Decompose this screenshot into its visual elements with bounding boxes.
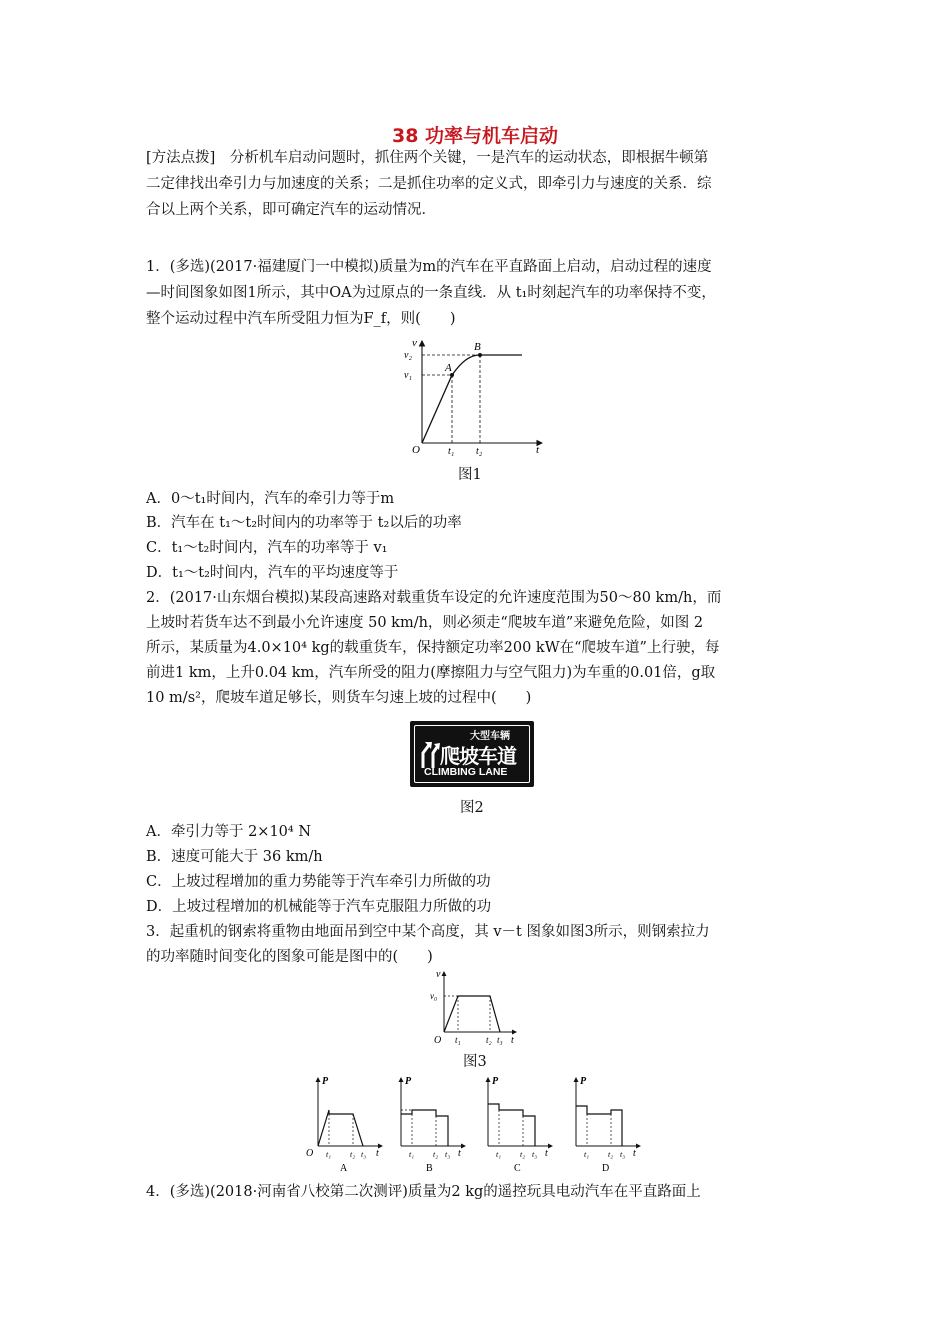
option-d: D．上坡过程增加的机械能等于汽车克服阻力所做的功	[146, 899, 492, 915]
axis-label-t: t	[536, 444, 540, 456]
axis-label-t: t	[633, 1148, 636, 1159]
choice-graph-d	[576, 1076, 640, 1172]
tick-label-t3: t₃	[532, 1150, 538, 1159]
option-c: C．t₁～t₂时间内，汽车的功率等于 v₁	[146, 540, 388, 556]
choice-graph-a	[306, 1076, 382, 1172]
question-2-line: 10 m/s²，爬坡车道足够长，则货车匀速上坡的过程中( )	[146, 690, 532, 706]
tick-label-t2: t₂	[350, 1150, 356, 1159]
tick-label-v1: v₁	[404, 370, 412, 381]
option-b: B．速度可能大于 36 km/h	[146, 849, 323, 865]
intro-line: [方法点拨] 分析机车启动问题时，抓住两个关键，一是汽车的运动状态，即根据牛顿第	[146, 150, 709, 166]
question-3-line: 的功率随时间变化的图象可能是图中的( )	[146, 949, 433, 965]
point-label-b: B	[474, 341, 481, 353]
figure-1-caption: 图1	[458, 467, 482, 483]
figure-3-caption: 图3	[463, 1054, 487, 1070]
question-1-line: —时间图象如图1所示，其中OA为过原点的一条直线．从 t₁时刻起汽车的功率保持不变，	[146, 285, 716, 301]
choice-graph-c	[488, 1076, 552, 1172]
choice-letter-d: D	[602, 1163, 610, 1172]
option-d: D．t₁～t₂时间内，汽车的平均速度等于	[146, 565, 399, 581]
tick-label-v2: v₂	[404, 350, 412, 361]
axis-label-p: P	[492, 1076, 499, 1087]
choice-graph-b	[401, 1076, 465, 1172]
tick-label-t3: t₃	[445, 1150, 451, 1159]
question-1-line: 1．(多选)(2017·福建厦门一中模拟)质量为m的汽车在平直路面上启动，启动过程的速度	[146, 259, 712, 275]
option-b: B．汽车在 t₁～t₂时间内的功率等于 t₂以后的功率	[146, 515, 462, 531]
tick-label-v0: v₀	[430, 991, 438, 1001]
tick-label-t2: t₂	[476, 446, 483, 457]
tick-label-t2: t₂	[608, 1150, 614, 1159]
option-a: A．牵引力等于 2×10⁴ N	[146, 824, 312, 840]
intro-line: 二定律找出牵引力与加速度的关系；二是抓住功率的定义式，即牵引力与速度的关系．综	[146, 176, 712, 192]
axis-label-v: v	[436, 969, 441, 980]
question-1-line: 整个运动过程中汽车所受阻力恒为F_f，则( )	[146, 311, 456, 327]
tick-label-t1: t₁	[584, 1150, 590, 1159]
figure-3-vt-graph	[424, 968, 534, 1048]
option-a: A．0～t₁时间内，汽车的牵引力等于m	[146, 491, 395, 507]
intro-line: 合以上两个关系，即可确定汽车的运动情况．	[146, 202, 436, 218]
tick-label-t1: t₁	[326, 1150, 332, 1159]
axis-label-v: v	[412, 337, 417, 349]
tick-label-t3: t₃	[620, 1150, 626, 1159]
choice-letter-b: B	[426, 1163, 433, 1172]
question-3-line: 3．起重机的钢索将重物由地面吊到空中某个高度，其 v－t 图象如图3所示，则钢索拉力	[146, 924, 710, 940]
merge-arrow-icon	[419, 739, 441, 769]
axis-label-p: P	[580, 1076, 587, 1087]
axis-label-p: P	[322, 1076, 329, 1087]
question-2-line: 所示，某质量为4.0×10⁴ kg的载重货车，保持额定功率200 kW在“爬坡车道”上行驶，每	[146, 640, 720, 656]
tick-label-t2: t₂	[486, 1035, 492, 1045]
choice-graphs	[298, 1072, 668, 1172]
axis-label-p: P	[405, 1076, 412, 1087]
tick-label-t1: t₁	[448, 446, 455, 457]
point-label-a: A	[445, 362, 452, 374]
figure-2-caption: 图2	[460, 800, 484, 816]
sign-main-text: 爬坡车道	[440, 744, 516, 768]
figure-1-vt-graph	[390, 335, 560, 457]
sign-top-text: 大型车辆	[470, 731, 510, 742]
option-c: C．上坡过程增加的重力势能等于汽车牵引力所做的功	[146, 874, 491, 890]
tick-label-t3: t₃	[497, 1035, 503, 1045]
tick-label-t3: t₃	[361, 1150, 367, 1159]
question-2-line: 前进1 km，上升0.04 km，汽车所受的阻力(摩擦阻力与空气阻力)为车重的0.01倍，g取	[146, 665, 716, 681]
question-2-line: 上坡时若货车达不到最小允许速度 50 km/h，则必须走“爬坡车道”来避免危险，如图 2	[146, 615, 704, 631]
choice-letter-c: C	[514, 1163, 521, 1172]
origin-label: O	[412, 444, 420, 456]
origin-label: O	[306, 1148, 314, 1159]
tick-label-t1: t₁	[455, 1035, 461, 1045]
tick-label-t1: t₁	[409, 1150, 415, 1159]
axis-label-t: t	[545, 1148, 548, 1159]
axis-label-t: t	[511, 1035, 514, 1046]
climbing-lane-sign	[410, 721, 534, 787]
tick-label-t2: t₂	[433, 1150, 439, 1159]
axis-label-t: t	[458, 1148, 461, 1159]
page-title: 38 功率与机车启动	[391, 125, 559, 147]
origin-label: O	[434, 1035, 442, 1046]
sign-english-text: CLIMBING LANE	[424, 766, 508, 778]
choice-letter-a: A	[340, 1163, 348, 1172]
tick-label-t2: t₂	[520, 1150, 526, 1159]
question-4-line: 4．(多选)(2018·河南省八校第二次测评)质量为2 kg的遥控玩具电动汽车在平直路面上	[146, 1184, 701, 1200]
tick-label-t1: t₁	[496, 1150, 502, 1159]
axis-label-t: t	[376, 1148, 379, 1159]
question-2-line: 2．(2017·山东烟台模拟)某段高速路对载重货车设定的允许速度范围为50～80 km/h，而	[146, 590, 722, 606]
